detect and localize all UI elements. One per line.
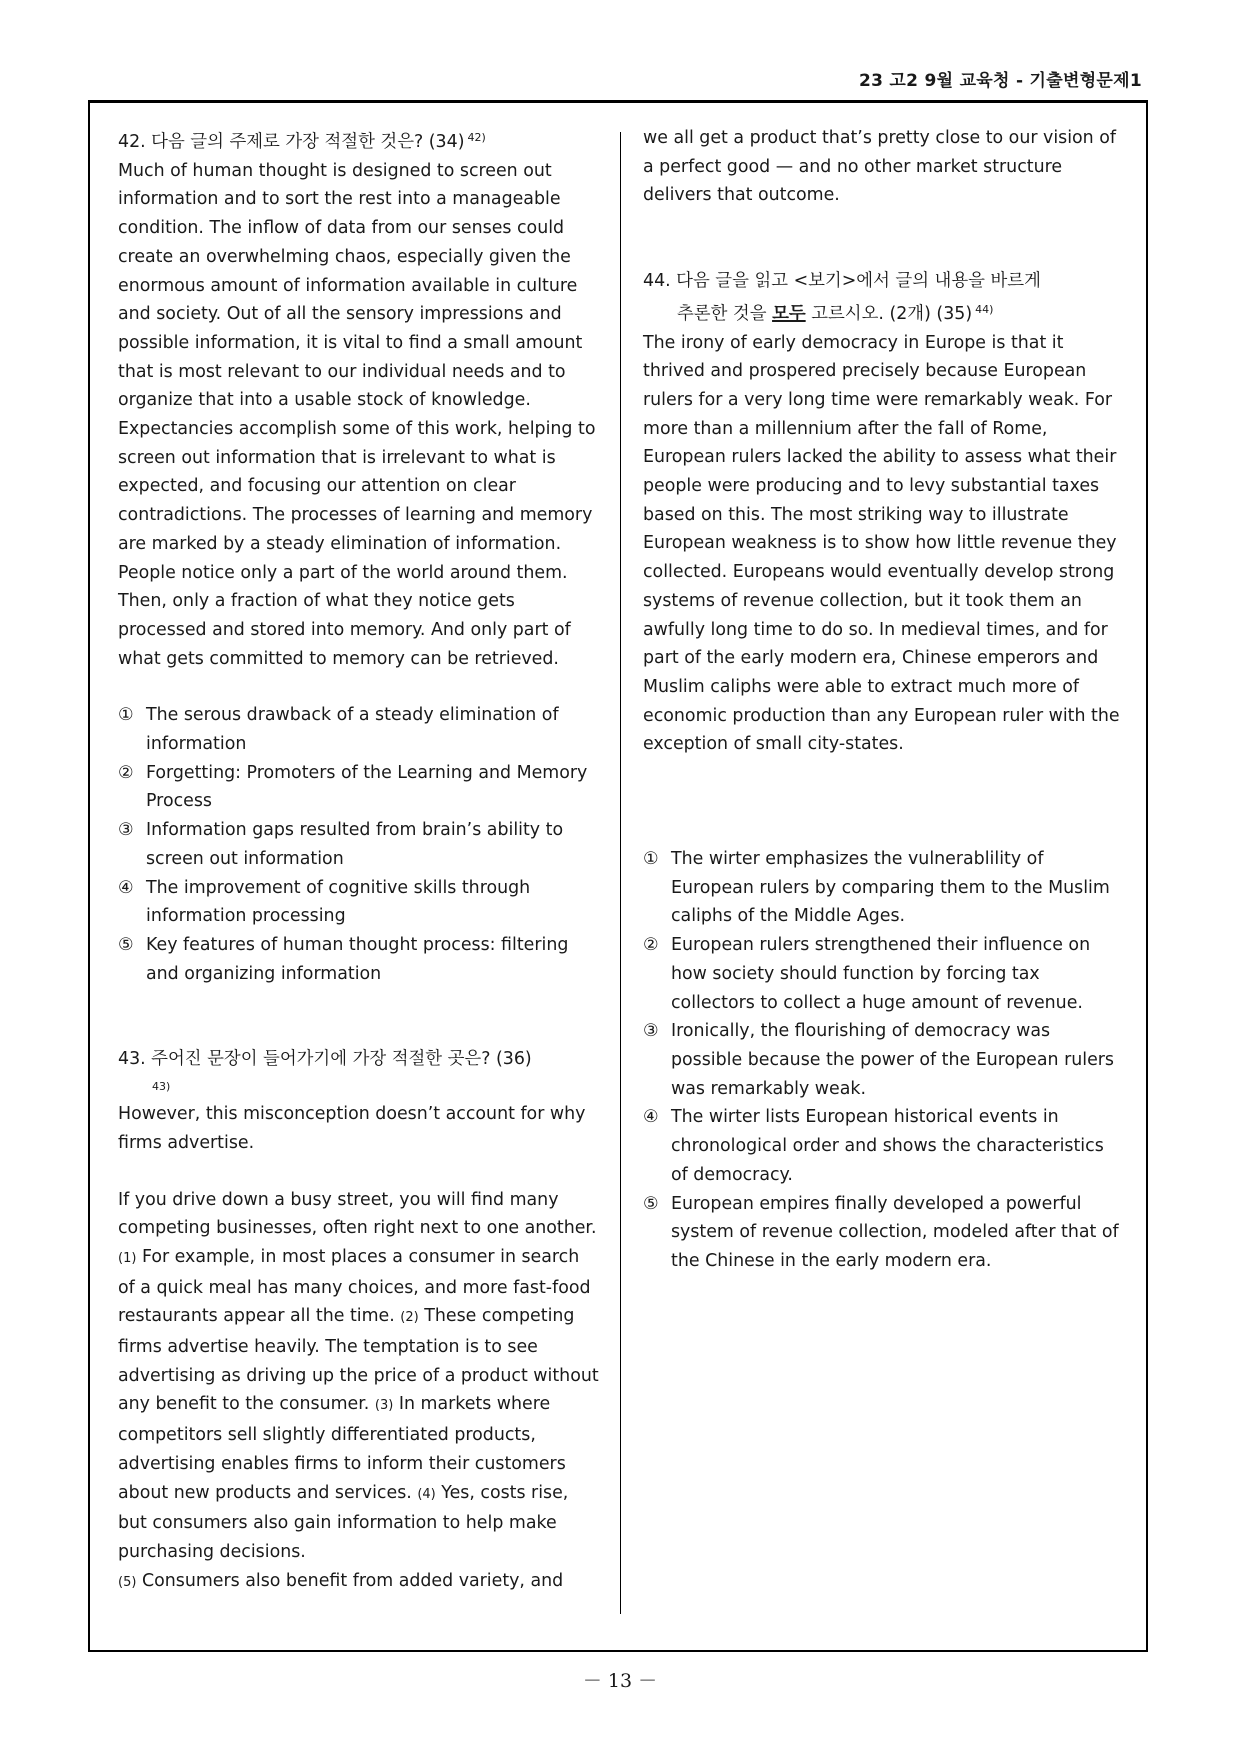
q43-sentence-0: If you drive down a busy street, you will find many competing businesses, often right next to one another. (118, 1189, 597, 1239)
q43-sentence-3: In markets where competitors sell slightly differentiated products, advertising enables firms to inform their customers about new products and services. (118, 1394, 566, 1503)
q43-sentence-1: For example, in most places a consumer in search of a quick meal has many choices, and more fast-food restaurants appear all the time. (118, 1246, 591, 1327)
q44-title-line1: 44. 다음 글을 읽고 <보기>에서 글의 내용을 바르게 (643, 271, 1041, 292)
q43-marker-2: (2) (400, 1310, 419, 1326)
q44-option-5[interactable] (643, 1190, 1123, 1276)
q44-option-4[interactable] (643, 1103, 1123, 1189)
page-number: － 13 － (582, 1670, 658, 1692)
q43-sentence-5: Consumers also benefit from added variety, and (136, 1570, 564, 1591)
q42-title: 42. 다음 글의 주제로 가장 적절한 것은? (34) (118, 132, 465, 152)
option-text: Forgetting: Promoters of the Learning and Memory Process (146, 762, 588, 812)
option-text: The improvement of cognitive skills through information processing (146, 877, 531, 927)
option-number: ② (643, 935, 659, 956)
q44-passage: The irony of early democracy in Europe is that it thrived and prospered precisely because European rulers for a very long time were remarkably weak. For more than a millennium after the fall of Rome, European rulers lacked the ability to assess what their people were producing and to levy substantial taxes based on this. The most striking way to illustrate European weakness is to show how little revenue they collected. Europeans would eventually develop strong systems of revenue collection, but it took them an awfully long time to do so. In medieval times, and for part of the early modern era, Chinese emperors and Muslim caliphs were able to extract much more of economic production than any European ruler with the exception of small city-states. (643, 332, 1120, 755)
option-text: The wirter emphasizes the vulnerablility of European rulers by comparing them to the Muslim caliphs of the Middle Ages. (671, 849, 1110, 927)
option-number: ① (643, 849, 659, 870)
option-text: European empires finally developed a powerful system of revenue collection, modeled after that of the Chinese in the early modern era. (671, 1193, 1119, 1271)
q44-heading (643, 267, 1123, 328)
q44-options (643, 845, 1123, 1276)
option-text: Information gaps resulted from brain’s ability to screen out information (146, 820, 564, 869)
option-number: ② (118, 762, 134, 783)
q43-title: 43. 주어진 문장이 들어가기에 가장 적절한 곳은? (36) (118, 1049, 532, 1070)
q43-sentence-4: Yes, costs rise, but consumers also gain information to help make purchasing decisions. (118, 1482, 569, 1562)
q43-heading (118, 1045, 600, 1100)
page-header: 23 고2 9월 교육청 - 기출변형문제1 (858, 71, 1142, 91)
option-number: ④ (118, 877, 134, 898)
q43-marker-5: (5) (118, 1574, 137, 1590)
option-number: ③ (643, 1021, 659, 1042)
q42-option-5[interactable] (118, 931, 600, 988)
option-text: The wirter lists European historical events in chronological order and shows the characteristics of democracy. (671, 1107, 1104, 1185)
q43-sentence-2: These competing firms advertise heavily. The temptation is to see advertising as driving up the price of a product without any benefit to the consumer. (118, 1306, 599, 1415)
q43-passage (118, 1186, 600, 1598)
q42-heading (118, 124, 600, 157)
q43-footnote-ref: 43) (152, 1080, 171, 1094)
q43-given-sentence: However, this misconception doesn’t account for why firms advertise. (118, 1104, 586, 1153)
q43-marker-1: (1) (118, 1250, 137, 1266)
left-column (118, 124, 600, 1597)
q44-option-1[interactable] (643, 845, 1123, 931)
option-text: Ironically, the flourishing of democracy was possible because the power of the European rulers was remarkably weak. (671, 1021, 1114, 1099)
option-text: European rulers strengthened their influence on how society should function by forcing tax collectors to collect a huge amount of revenue. (671, 935, 1091, 1013)
q42-options (118, 701, 600, 988)
q42-footnote-ref: 42) (467, 131, 486, 144)
option-number: ⑤ (118, 934, 134, 955)
q44-title-part: 고르시오. (2개) (35) (805, 303, 973, 324)
q42-option-1[interactable] (118, 701, 600, 758)
right-column (643, 124, 1123, 1276)
q42-option-4[interactable] (118, 874, 600, 931)
q42-option-2[interactable] (118, 759, 600, 816)
q44-title-line2 (643, 296, 1123, 329)
option-text: Key features of human thought process: filtering and organizing information (146, 934, 569, 984)
q42-passage: Much of human thought is designed to screen out information and to sort the rest into a manageable condition. The inflow of data from our senses could create an overwhelming chaos, especially given the enormous amount of information available in culture and society. Out of all the sensory impressions and possible information, it is vital to find a small amount that is most relevant to our individual needs and to organize that into a usable stock of knowledge. Expectancies accomplish some of this work, helping to screen out information that is irrelevant to what is expected, and focusing our attention on clear contradictions. The processes of learning and memory are marked by a steady elimination of information. People notice only a part of the world around them. Then, only a fraction of what they notice gets processed and stored into memory. And only part of what gets committed to memory can be retrieved. (118, 160, 596, 669)
q44-footnote-ref: 44) (975, 302, 994, 316)
option-text: The serous drawback of a steady elimination of information (146, 705, 559, 755)
q43-passage-continued: we all get a product that’s pretty close to our vision of a perfect good — and no other market structure delivers that outcome. (643, 128, 1116, 206)
q43-marker-4: (4) (417, 1486, 436, 1502)
option-number: ④ (643, 1107, 659, 1128)
q44-option-2[interactable] (643, 931, 1123, 1017)
column-divider (620, 132, 621, 1614)
q44-option-3[interactable] (643, 1017, 1123, 1103)
q44-title-part: 추론한 것을 (677, 303, 773, 324)
option-number: ① (118, 705, 134, 726)
option-number: ③ (118, 820, 134, 841)
q44-emphasis: 모두 (772, 303, 806, 324)
q43-marker-3: (3) (374, 1398, 394, 1414)
option-number: ⑤ (643, 1193, 659, 1214)
q42-option-3[interactable] (118, 816, 600, 873)
